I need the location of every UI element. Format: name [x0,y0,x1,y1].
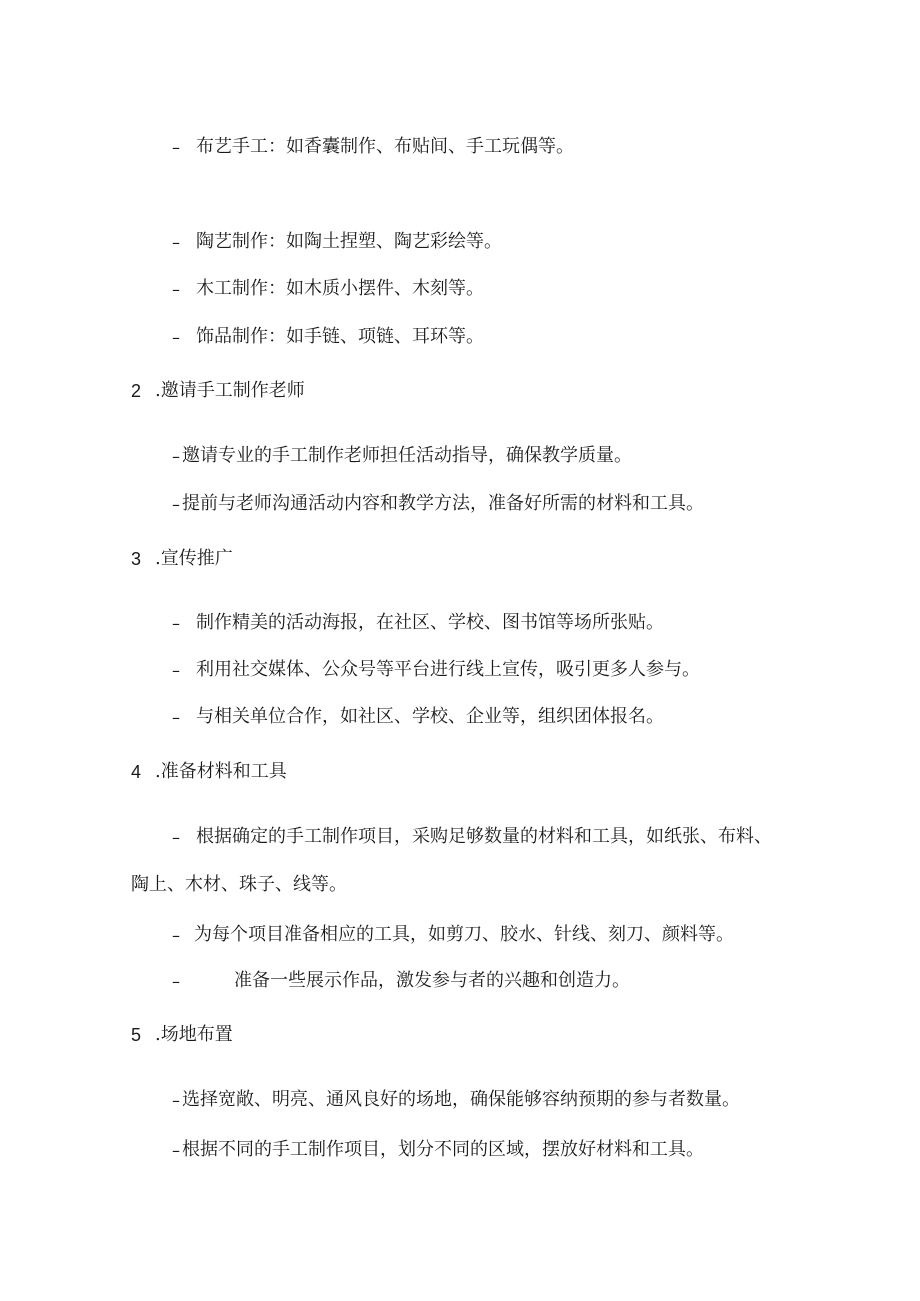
section-number: 5 [131,1025,142,1045]
bullet-text: 根据不同的手工制作项目，划分不同的区域，摆放好材料和工具。 [182,1139,704,1160]
bullet-text: 邀请专业的手工制作老师担任活动指导，确保教学质量。 [182,445,632,466]
bullet-dash: – [172,972,180,991]
bullet-dash: – [172,926,180,945]
section-title: .准备材料和工具 [155,761,287,782]
bullet-dash: – [172,708,180,727]
bullet-text: 选择宽敞、明亮、通风良好的场地，确保能够容纳预期的参与者数量。 [182,1089,740,1110]
bullet-dash: – [172,447,180,466]
bullet-dash: – [172,1141,180,1160]
section-title: .邀请手工制作老师 [155,380,305,401]
bullet-dash: – [172,328,180,347]
bullet-dash: – [172,661,180,680]
bullet-text-continuation: 陶上、木材、珠子、线等。 [131,874,347,895]
bullet-text: 木工制作：如木质小摆件、木刻等。 [196,278,484,299]
section-number: 4 [131,762,142,782]
bullet-dash: – [172,495,180,514]
section-title: .宣传推广 [155,548,233,569]
bullet-dash: – [172,138,180,157]
section-number: 2 [131,381,142,401]
bullet-dash: – [172,1091,180,1110]
bullet-text: 布艺手工：如香囊制作、布贴间、手工玩偶等。 [196,136,574,157]
bullet-text: 陶艺制作：如陶土捏塑、陶艺彩绘等。 [196,231,502,252]
bullet-dash: – [172,233,180,252]
section-title: .场地布置 [155,1024,233,1045]
bullet-text: 为每个项目准备相应的工具，如剪刀、胶水、针线、刻刀、颜料等。 [194,924,734,945]
bullet-text: 准备一些展示作品，激发参与者的兴趣和创造力。 [234,970,630,991]
bullet-dash: – [172,614,180,633]
section-number: 3 [131,549,142,569]
bullet-dash: – [172,828,180,847]
bullet-text: 饰品制作：如手链、项链、耳环等。 [196,326,484,347]
bullet-dash: – [172,280,180,299]
bullet-text: 制作精美的活动海报，在社区、学校、图书馆等场所张贴。 [196,612,664,633]
bullet-text: 与相关单位合作，如社区、学校、企业等，组织团体报名。 [196,706,664,727]
bullet-text: 提前与老师沟通活动内容和教学方法，准备好所需的材料和工具。 [182,493,704,514]
bullet-text: 利用社交媒体、公众号等平台进行线上宣传，吸引更多人参与。 [196,659,700,680]
bullet-text: 根据确定的手工制作项目，采购足够数量的材料和工具，如纸张、布料、 [196,826,772,847]
